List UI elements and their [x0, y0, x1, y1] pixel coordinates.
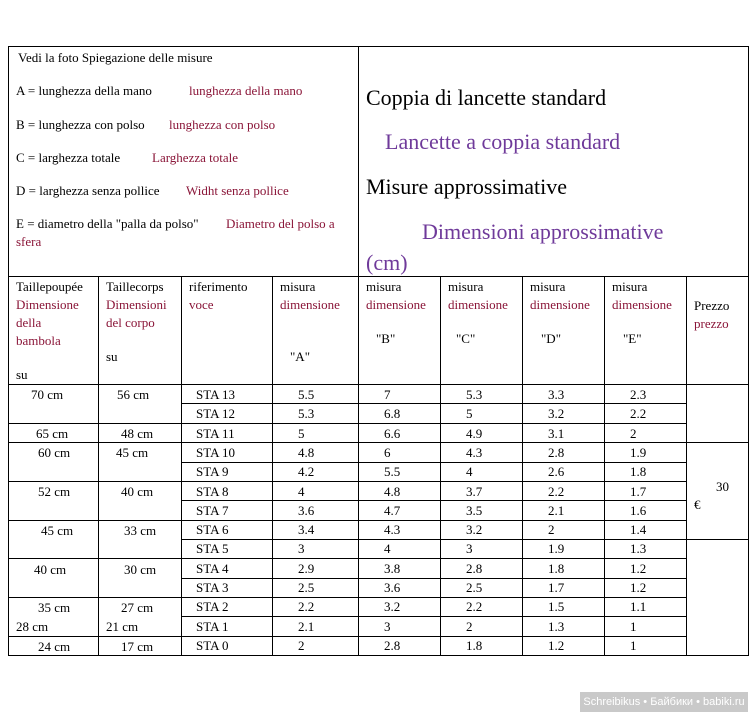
measure-c-cell: 2.8: [466, 561, 483, 576]
body-size-cell: 30 cm: [124, 562, 157, 577]
col-measure-b-fr: misura: [366, 279, 402, 294]
reference-cell: STA 2: [196, 599, 229, 614]
body-size-cell: 45 cm: [116, 445, 149, 460]
measure-e-cell: 1.6: [630, 503, 647, 518]
measure-e-cell: 1.3: [630, 541, 647, 556]
measure-e-cell: 1.8: [630, 464, 647, 479]
title-line-3: Misure approssimative: [366, 174, 568, 199]
reference-cell: STA 9: [196, 464, 229, 479]
doll-size-cell: 28 cm: [16, 619, 49, 634]
measure-e-cell: 2.2: [630, 406, 647, 421]
measure-b-cell: 6.6: [384, 426, 401, 441]
reference-cell: STA 1: [196, 619, 229, 634]
measure-c-cell: 2.2: [466, 599, 483, 614]
measure-e-cell: 1.2: [630, 561, 647, 576]
legend-e-translation: Diametro del polso a: [226, 216, 335, 231]
measure-a-cell: 5.5: [298, 387, 315, 402]
measure-c-cell: 2.5: [466, 580, 483, 595]
doll-size-cell: 35 cm: [38, 600, 71, 615]
measure-d-cell: 2.8: [548, 445, 565, 460]
doll-size-cell: 60 cm: [38, 445, 71, 460]
col-price-it: prezzo: [694, 316, 729, 331]
legend-a-translation: lunghezza della mano: [189, 83, 303, 98]
watermark: Schreibikus • Байбики • babiki.ru: [580, 692, 748, 712]
title-line-4: Dimensioni approssimative: [422, 219, 664, 244]
reference-cell: STA 7: [196, 503, 229, 518]
measure-b-cell: 4.3: [384, 522, 401, 537]
measure-e-cell: 1.9: [630, 445, 647, 460]
col-measure-e-it: dimensione: [612, 297, 672, 312]
measure-d-cell: 1.3: [548, 619, 565, 634]
body-size-cell: 33 cm: [124, 523, 157, 538]
measure-a-cell: 2: [298, 638, 305, 653]
reference-cell: STA 11: [196, 426, 235, 441]
explanation-title: Vedi la foto Spiegazione delle misure: [18, 50, 213, 65]
measure-a-cell: 2.1: [298, 619, 315, 634]
measure-a-cell: 5.3: [298, 406, 315, 421]
measure-b-cell: 4: [384, 541, 391, 556]
legend-e-translation-cont: sfera: [16, 234, 42, 249]
col-doll-size-su: su: [16, 367, 28, 382]
measure-c-cell: 5: [466, 406, 473, 421]
col-measure-b-letter: "B": [376, 331, 396, 346]
measure-b-cell: 3.2: [384, 599, 401, 614]
measure-a-cell: 3.6: [298, 503, 315, 518]
col-measure-d-letter: "D": [541, 331, 562, 346]
col-body-size-it-1: Dimensioni: [106, 297, 167, 312]
col-doll-size-fr: Taillepoupée: [16, 279, 83, 294]
col-reference-it: voce: [189, 297, 214, 312]
measure-d-cell: 2: [548, 522, 555, 537]
measure-e-cell: 1.1: [630, 599, 647, 614]
col-body-size-it-2: del corpo: [106, 315, 155, 330]
col-doll-size-it-3: bambola: [16, 333, 61, 348]
measure-c-cell: 1.8: [466, 638, 483, 653]
measure-c-cell: 3.7: [466, 484, 483, 499]
col-measure-e-fr: misura: [612, 279, 648, 294]
measure-e-cell: 2.3: [630, 387, 647, 402]
legend-c-translation: Larghezza totale: [152, 150, 239, 165]
body-size-cell: 17 cm: [121, 639, 154, 654]
doll-size-cell: 70 cm: [31, 387, 64, 402]
measure-a-cell: 5: [298, 426, 305, 441]
title-line-2: Lancette a coppia standard: [385, 129, 621, 154]
reference-cell: STA 3: [196, 580, 229, 595]
measure-d-cell: 3.1: [548, 426, 565, 441]
price-value: 30: [716, 479, 729, 494]
col-measure-c-fr: misura: [448, 279, 484, 294]
doll-size-cell: 45 cm: [41, 523, 74, 538]
col-reference-fr: riferimento: [189, 279, 248, 294]
measure-d-cell: 1.9: [548, 541, 565, 556]
measure-b-cell: 3: [384, 619, 391, 634]
measure-e-cell: 2: [630, 426, 637, 441]
measure-d-cell: 1.7: [548, 580, 565, 595]
col-measure-a-it: dimensione: [280, 297, 340, 312]
body-size-cell: 56 cm: [117, 387, 150, 402]
measure-d-cell: 2.1: [548, 503, 565, 518]
reference-cell: STA 4: [196, 561, 229, 576]
measure-d-cell: 2.6: [548, 464, 565, 479]
measure-d-cell: 3.3: [548, 387, 565, 402]
title-line-5: (cm): [366, 250, 408, 275]
body-size-cell: 48 cm: [121, 426, 154, 441]
legend-e: E = diametro della "palla da polso": [16, 216, 199, 231]
measure-c-cell: 3: [466, 541, 473, 556]
col-measure-a-fr: misura: [280, 279, 316, 294]
legend-d: D = larghezza senza pollice: [16, 183, 160, 198]
reference-cell: STA 10: [196, 445, 236, 460]
measure-a-cell: 3: [298, 541, 305, 556]
col-measure-b-it: dimensione: [366, 297, 426, 312]
doll-size-cell: 65 cm: [36, 426, 69, 441]
measure-c-cell: 5.3: [466, 387, 483, 402]
col-doll-size-it-2: della: [16, 315, 42, 330]
legend-d-translation: Widht senza pollice: [186, 183, 289, 198]
measure-b-cell: 5.5: [384, 464, 401, 479]
measure-e-cell: 1.2: [630, 580, 647, 595]
col-measure-a-letter: "A": [290, 349, 311, 364]
col-measure-d-it: dimensione: [530, 297, 590, 312]
price-currency: €: [694, 497, 701, 512]
measure-b-cell: 6.8: [384, 406, 401, 421]
measure-c-cell: 2: [466, 619, 473, 634]
doll-size-cell: 52 cm: [38, 484, 71, 499]
measure-e-cell: 1: [630, 619, 637, 634]
doll-size-cell: 24 cm: [38, 639, 71, 654]
measure-a-cell: 2.9: [298, 561, 315, 576]
doll-size-cell: 40 cm: [34, 562, 67, 577]
reference-cell: STA 6: [196, 522, 229, 537]
col-price-fr: Prezzo: [694, 298, 730, 313]
measure-d-cell: 3.2: [548, 406, 565, 421]
col-measure-d-fr: misura: [530, 279, 566, 294]
col-doll-size-it-1: Dimensione: [16, 297, 79, 312]
measure-c-cell: 3.2: [466, 522, 483, 537]
measure-d-cell: 1.2: [548, 638, 565, 653]
measure-a-cell: 2.2: [298, 599, 315, 614]
measure-d-cell: 2.2: [548, 484, 565, 499]
title-line-1: Coppia di lancette standard: [366, 85, 607, 110]
measure-d-cell: 1.5: [548, 599, 565, 614]
measure-a-cell: 4: [298, 484, 305, 499]
col-measure-e-letter: "E": [623, 331, 642, 346]
body-size-cell: 21 cm: [106, 619, 139, 634]
measure-c-cell: 3.5: [466, 503, 483, 518]
measure-b-cell: 7: [384, 387, 391, 402]
measure-a-cell: 4.2: [298, 464, 315, 479]
col-body-size-su: su: [106, 349, 118, 364]
measure-e-cell: 1: [630, 638, 637, 653]
measure-c-cell: 4.9: [466, 426, 483, 441]
measure-e-cell: 1.4: [630, 522, 647, 537]
measure-d-cell: 1.8: [548, 561, 565, 576]
reference-cell: STA 12: [196, 406, 236, 421]
measure-c-cell: 4.3: [466, 445, 483, 460]
measure-b-cell: 6: [384, 445, 391, 460]
legend-b: B = lunghezza con polso: [16, 117, 145, 132]
col-measure-c-it: dimensione: [448, 297, 508, 312]
measure-b-cell: 4.7: [384, 503, 401, 518]
measure-b-cell: 3.8: [384, 561, 401, 576]
measure-a-cell: 2.5: [298, 580, 315, 595]
measure-a-cell: 4.8: [298, 445, 315, 460]
reference-cell: STA 0: [196, 638, 229, 653]
legend-b-translation: lunghezza con polso: [169, 117, 276, 132]
reference-cell: STA 5: [196, 541, 229, 556]
measure-a-cell: 3.4: [298, 522, 315, 537]
measure-e-cell: 1.7: [630, 484, 647, 499]
measure-b-cell: 4.8: [384, 484, 401, 499]
body-size-cell: 27 cm: [121, 600, 154, 615]
body-size-cell: 40 cm: [121, 484, 154, 499]
reference-cell: STA 8: [196, 484, 229, 499]
legend-a: A = lunghezza della mano: [16, 83, 152, 98]
col-measure-c-letter: "C": [456, 331, 476, 346]
col-body-size-fr: Taillecorps: [106, 279, 164, 294]
legend-c: C = larghezza totale: [16, 150, 121, 165]
measure-c-cell: 4: [466, 464, 473, 479]
reference-cell: STA 13: [196, 387, 236, 402]
measure-b-cell: 3.6: [384, 580, 401, 595]
measure-b-cell: 2.8: [384, 638, 401, 653]
